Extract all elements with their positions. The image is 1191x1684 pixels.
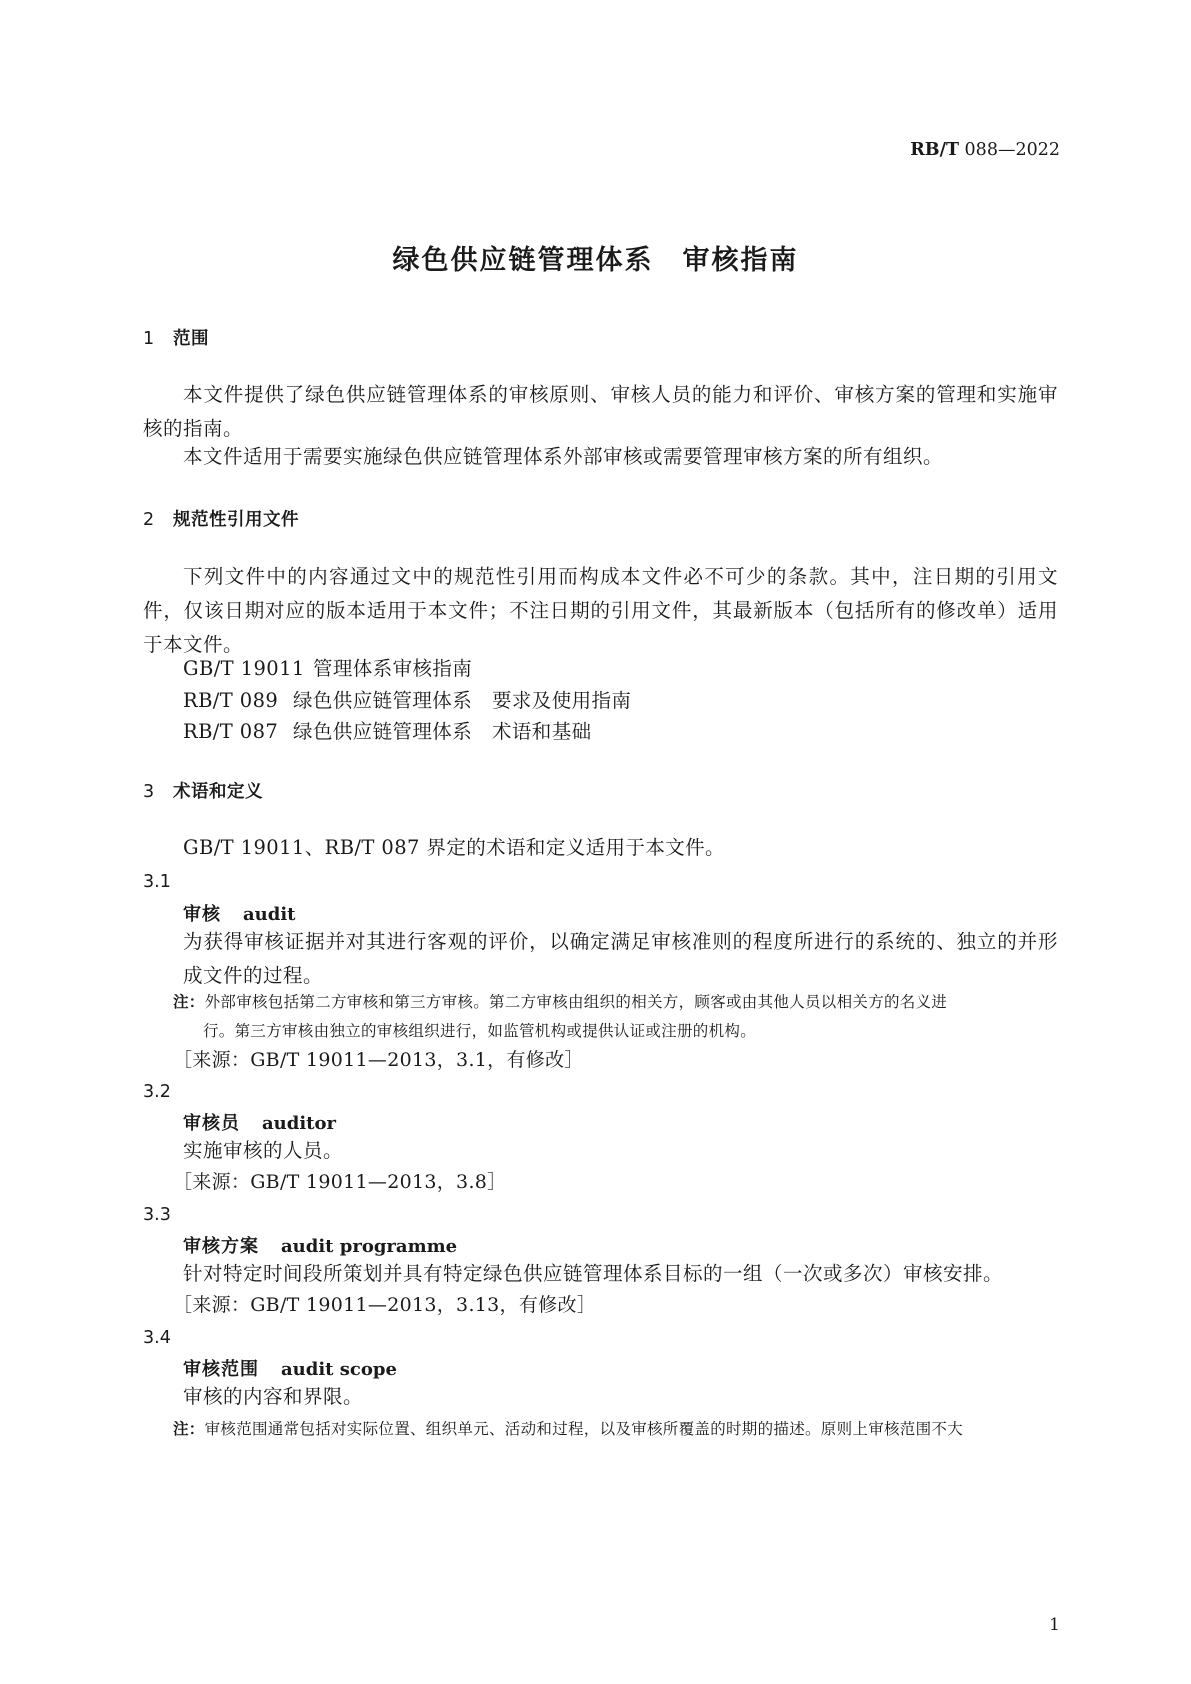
standard-prefix: RB/T (910, 140, 959, 160)
note-text: 外部审核包括第二方审核和第三方审核。第二方审核由组织的相关方，顾客或由其他人员以相关方的名义进 (204, 993, 948, 1011)
reference-title: 管理体系审核指南 (313, 657, 473, 680)
section-2-heading (143, 506, 299, 531)
normative-reference (183, 685, 631, 713)
reference-title: 绿色供应链管理体系 术语和基础 (293, 720, 592, 743)
section-title: 规范性引用文件 (173, 510, 299, 530)
term-source: ［来源：GB/T 19011—2013，3.1，有修改］ (173, 1049, 584, 1071)
term-heading (183, 1355, 397, 1381)
term-english: audit programme (281, 1236, 458, 1257)
section-1-paragraph-2: 本文件适用于需要实施绿色供应链管理体系外部审核或需要管理审核方案的所有组织。 (183, 445, 944, 468)
section-number: 2 (143, 510, 155, 530)
term-definition: 实施审核的人员。 (183, 1139, 344, 1162)
section-title: 范围 (173, 329, 209, 349)
note-text: 审核范围通常包括对实际位置、组织单元、活动和过程，以及审核所覆盖的时期的描述。原则上审核范围不大 (204, 1420, 964, 1438)
term-source: ［来源：GB/T 19011—2013，3.13，有修改］ (173, 1294, 597, 1316)
term-english: audit scope (281, 1359, 397, 1380)
standard-number: 088—2022 (958, 140, 1060, 160)
term-definition: 审核的内容和界限。 (183, 1385, 364, 1408)
note-text-continued: 行。第三方审核由独立的审核组织进行，如监管机构或提供认证或注册的机构。 (203, 1022, 757, 1040)
term-definition: 为获得审核证据并对其进行客观的评价，以确定满足审核准则的程度所进行的系统的、独立的并形成文件的过程。 (183, 930, 1058, 987)
term-chinese: 审核范围 (183, 1359, 259, 1380)
clause-number: 3.3 (143, 1205, 171, 1225)
term-chinese: 审核 (183, 904, 221, 925)
document-title: 绿色供应链管理体系 审核指南 (392, 245, 799, 276)
normative-reference (183, 653, 472, 681)
section-title: 术语和定义 (173, 782, 263, 802)
clause-number: 3.4 (143, 1328, 171, 1348)
section-1-paragraph-1: 本文件提供了绿色供应链管理体系的审核原则、审核人员的能力和评价、审核方案的管理和实施审核的指南。 (143, 383, 1058, 440)
note-label: 注： (173, 993, 205, 1011)
term-definition: 针对特定时间段所策划并具有特定绿色供应链管理体系目标的一组（一次或多次）审核安排。 (183, 1262, 1004, 1285)
normative-reference (183, 716, 592, 744)
reference-code: RB/T 089 (183, 689, 279, 712)
term-heading (183, 900, 296, 926)
term-english: auditor (262, 1113, 336, 1134)
section-3-intro: GB/T 19011、RB/T 087 界定的术语和定义适用于本文件。 (183, 836, 725, 859)
term-note (173, 988, 1058, 1046)
clause-number: 3.1 (143, 872, 171, 892)
term-english: audit (243, 904, 296, 925)
reference-code: RB/T 087 (183, 720, 279, 743)
note-label: 注： (173, 1420, 205, 1438)
term-note (173, 1415, 1058, 1444)
standard-code (910, 140, 1060, 160)
section-2-paragraph: 下列文件中的内容通过文中的规范性引用而构成本文件必不可少的条款。其中，注日期的引用文件，仅该日期对应的版本适用于本文件；不注日期的引用文件，其最新版本（包括所有的修改单）适用于本文件。 (143, 565, 1058, 656)
section-number: 3 (143, 782, 155, 802)
reference-title: 绿色供应链管理体系 要求及使用指南 (293, 689, 632, 712)
term-heading (183, 1109, 336, 1135)
term-heading (183, 1232, 457, 1258)
term-source: ［来源：GB/T 19011—2013，3.8］ (173, 1171, 507, 1193)
reference-code: GB/T 19011 (183, 657, 305, 680)
page-number: 1 (1049, 1615, 1060, 1635)
term-chinese: 审核方案 (183, 1236, 259, 1257)
clause-number: 3.2 (143, 1082, 171, 1102)
section-number: 1 (143, 329, 155, 349)
section-3-heading (143, 778, 263, 803)
term-chinese: 审核员 (183, 1113, 240, 1134)
section-1-heading (143, 325, 209, 350)
